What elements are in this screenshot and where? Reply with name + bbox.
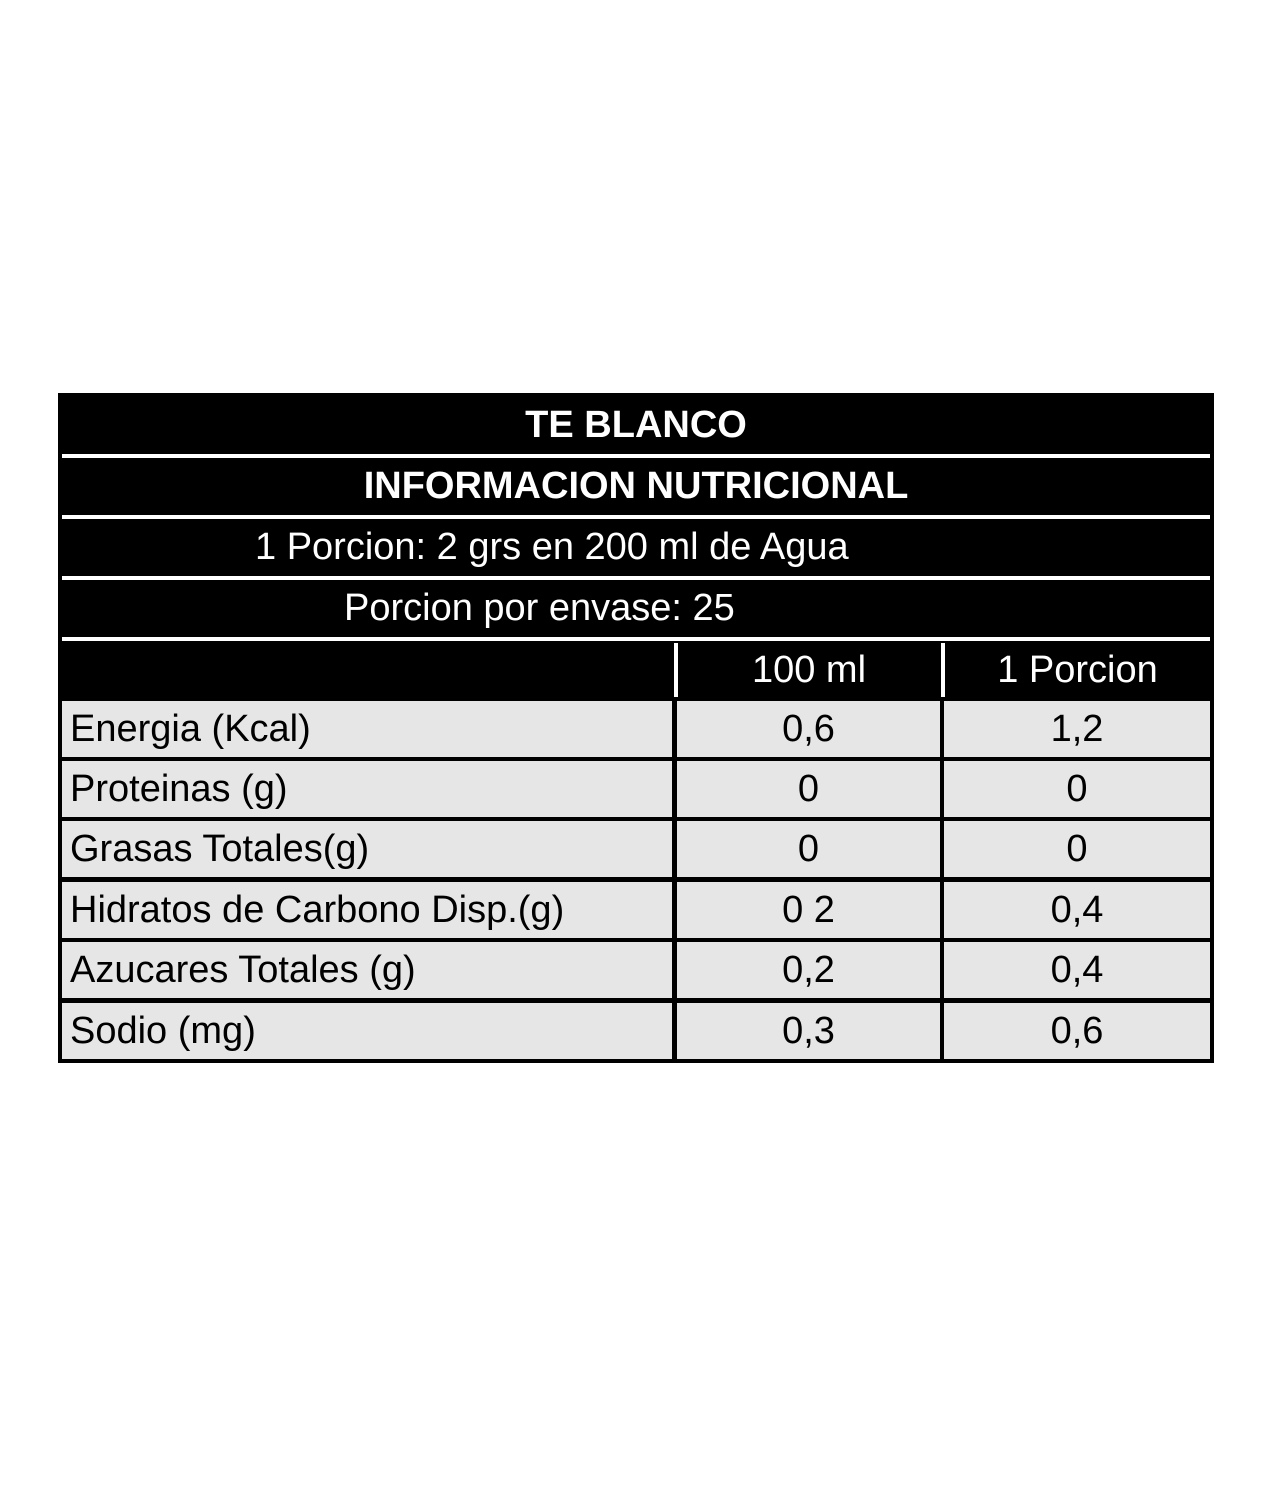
value-per-portion: 0 xyxy=(944,761,1210,817)
nutrient-name: Proteinas (g) xyxy=(62,761,672,817)
product-name: TE BLANCO xyxy=(62,397,1210,453)
column-header-portion: 1 Porcion xyxy=(945,643,1210,697)
nutrient-name: Hidratos de Carbono Disp.(g) xyxy=(62,882,672,938)
value-per-portion: 1,2 xyxy=(944,701,1210,757)
value-per-portion: 0,4 xyxy=(944,882,1210,938)
value-per-100ml: 0,6 xyxy=(677,701,940,757)
servings-per-container: Porcion por envase: 25 xyxy=(62,580,1210,636)
value-per-100ml: 0 xyxy=(677,761,940,817)
value-per-portion: 0,6 xyxy=(944,1003,1210,1059)
column-header-100ml: 100 ml xyxy=(678,643,940,697)
value-per-100ml: 0,2 xyxy=(677,942,940,998)
value-per-100ml: 0 xyxy=(677,821,940,877)
serving-size: 1 Porcion: 2 grs en 200 ml de Agua xyxy=(62,519,1210,575)
label-heading: INFORMACION NUTRICIONAL xyxy=(62,458,1210,514)
nutrition-label xyxy=(58,393,1214,1063)
value-per-portion: 0 xyxy=(944,821,1210,877)
divider xyxy=(62,637,1210,641)
nutrient-name: Grasas Totales(g) xyxy=(62,821,672,877)
nutrient-name: Sodio (mg) xyxy=(62,1003,672,1059)
value-per-100ml: 0 2 xyxy=(677,882,940,938)
nutrient-name: Azucares Totales (g) xyxy=(62,942,672,998)
value-per-portion: 0,4 xyxy=(944,942,1210,998)
value-per-100ml: 0,3 xyxy=(677,1003,940,1059)
nutrient-name: Energia (Kcal) xyxy=(62,701,672,757)
column-header-nutrient xyxy=(62,643,672,697)
